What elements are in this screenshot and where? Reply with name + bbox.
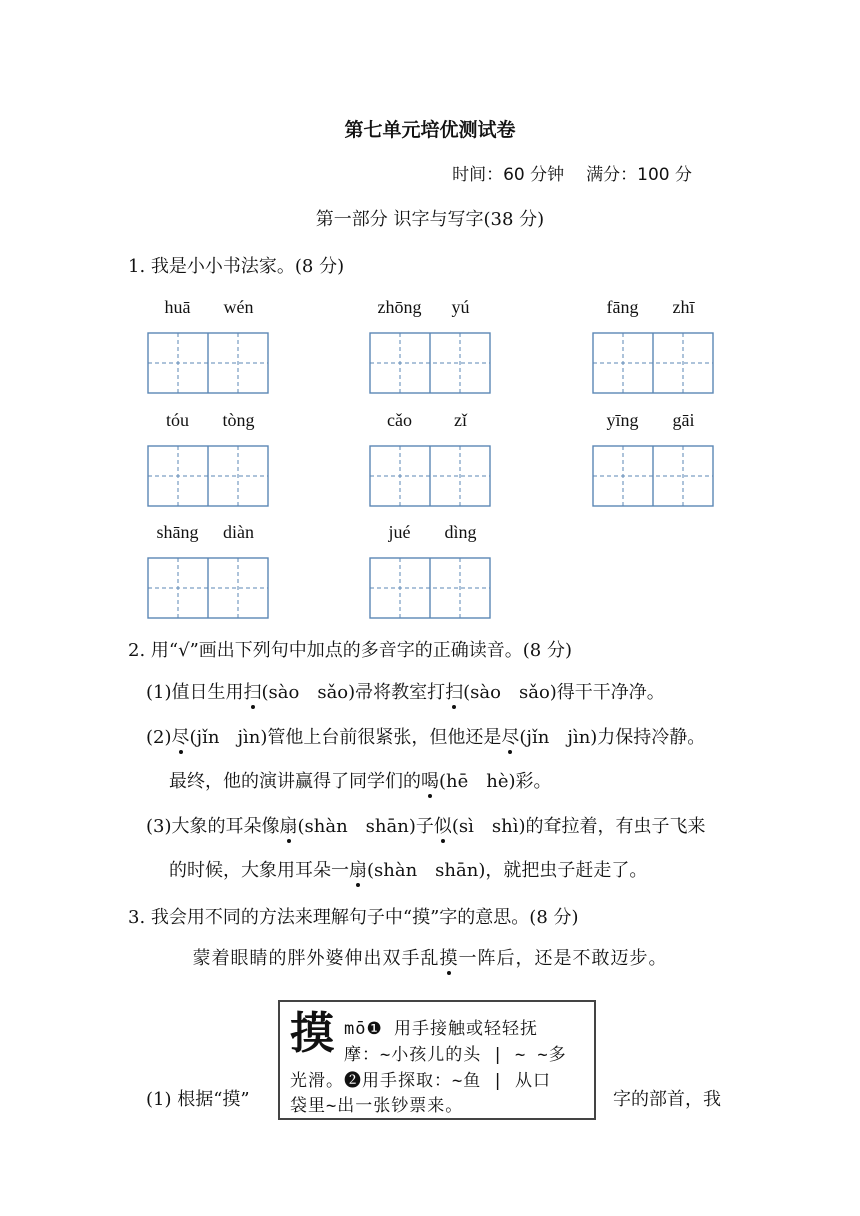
dotted-char: 扇	[279, 816, 298, 837]
pinyin: diàn	[223, 522, 254, 542]
example-sentence	[0, 944, 860, 970]
writing-box[interactable]	[147, 332, 269, 394]
q2-sentence-3b	[169, 856, 647, 882]
pinyin: yú	[451, 297, 470, 317]
tianzige-grid	[147, 445, 269, 507]
dotted-char: 扇	[349, 860, 367, 881]
tianzige-grid	[592, 332, 714, 394]
text: 的时候，大象用耳朵一	[169, 860, 349, 881]
question-3-label: 3. 我会用不同的方法来理解句子中“摸”字的意思。(8 分)	[128, 907, 579, 928]
reading-options[interactable]: (hē hè)彩。	[439, 771, 552, 792]
dotted-char: 扫	[445, 682, 464, 703]
dictionary-line: 光滑。❷用手探取：~鱼 | 从口	[290, 1071, 551, 1091]
pinyin: wén	[223, 297, 254, 317]
pinyin: yīng	[606, 410, 639, 430]
writing-box[interactable]	[147, 557, 269, 619]
pinyin: zhōng	[377, 297, 422, 317]
q2-sentence-1	[146, 678, 665, 704]
pinyin: gāi	[672, 410, 695, 430]
writing-box[interactable]	[147, 445, 269, 507]
reading-options[interactable]: (sì shì)的耷拉着，有虫子飞来	[451, 816, 706, 837]
tianzige-grid	[592, 445, 714, 507]
text: (1)值日生用	[146, 682, 244, 703]
dictionary-entry-box	[278, 1000, 596, 1120]
q2-sentence-3a	[146, 812, 705, 838]
q2-sentence-2b	[169, 767, 552, 793]
text: 蒙着眼睛的胖外婆伸出双手乱	[192, 948, 440, 969]
writing-box[interactable]	[369, 557, 491, 619]
dotted-char: 尽	[171, 727, 190, 748]
dotted-char: 尽	[501, 727, 520, 748]
reading-options[interactable]: (jǐn jìn)力保持冷静。	[519, 727, 706, 748]
pinyin: dìng	[444, 522, 477, 542]
pinyin: shāng	[156, 522, 199, 542]
tianzige-grid	[369, 445, 491, 507]
reading-options[interactable]: (shàn shān)子	[297, 816, 434, 837]
dotted-char: 喝	[421, 771, 439, 792]
pinyin: huā	[164, 297, 191, 317]
writing-box[interactable]	[369, 332, 491, 394]
writing-box[interactable]	[592, 332, 714, 394]
pinyin: zǐ	[454, 410, 467, 430]
page-title: 第七单元培优测试卷	[344, 119, 516, 141]
dictionary-headword: 摸	[290, 1008, 334, 1059]
time-limit: 时间：60 分钟	[452, 165, 565, 185]
writing-box[interactable]	[369, 445, 491, 507]
dotted-char: 似	[433, 816, 452, 837]
tianzige-grid	[147, 557, 269, 619]
exam-meta	[452, 160, 692, 185]
dotted-char: 摸	[439, 948, 459, 969]
tianzige-grid	[147, 332, 269, 394]
pinyin: tòng	[222, 410, 255, 430]
dotted-char: 扫	[243, 682, 262, 703]
question-2-label: 2. 用“√”画出下列句中加点的多音字的正确读音。(8 分)	[128, 640, 572, 661]
part-one-heading: 第一部分 识字与写字(38 分)	[315, 209, 545, 230]
pinyin: jué	[388, 522, 411, 542]
q2-sentence-2a	[146, 723, 705, 749]
full-score: 满分：100 分	[586, 165, 692, 185]
text: (2)	[146, 727, 172, 748]
text: (3)大象的耳朵像	[146, 816, 280, 837]
dictionary-line: mō❶ 用手接触或轻轻抚	[344, 1019, 538, 1039]
q3-sub1-suffix: 字的部首，我	[613, 1089, 721, 1110]
pinyin: zhī	[672, 297, 695, 317]
reading-options[interactable]: (jǐn jìn)管他上台前很紧张，但他还是	[189, 727, 502, 748]
reading-options[interactable]: (sào sǎo)得干干净净。	[463, 682, 665, 703]
tianzige-grid	[369, 332, 491, 394]
dictionary-line: 摩：~小孩儿的头 | ~ ~多	[344, 1045, 567, 1065]
question-1-label: 1. 我是小小书法家。(8 分)	[128, 256, 345, 277]
text: 最终，他的演讲赢得了同学们的	[169, 771, 421, 792]
writing-box[interactable]	[592, 445, 714, 507]
q3-sub1-prefix: (1) 根据“摸”	[146, 1089, 250, 1110]
reading-options[interactable]: (sào sǎo)帚将教室打	[261, 682, 446, 703]
dictionary-line: 袋里~出一张钞票来。	[290, 1096, 464, 1116]
reading-options[interactable]: (shàn shān)，就把虫子赶走了。	[367, 860, 648, 881]
text: 一阵后，还是不敢迈步。	[458, 948, 668, 969]
pinyin: fāng	[606, 297, 639, 317]
pinyin: tóu	[165, 410, 189, 430]
tianzige-grid	[369, 557, 491, 619]
pinyin: cǎo	[387, 410, 412, 430]
